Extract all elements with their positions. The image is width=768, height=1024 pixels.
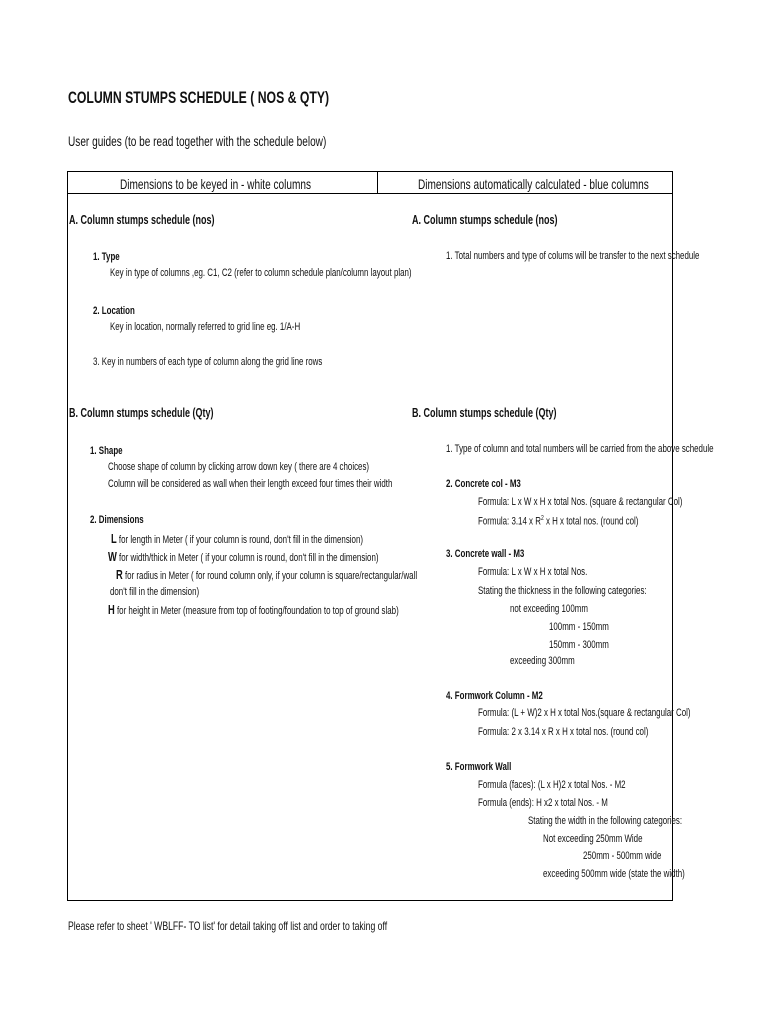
right-column-header: Dimensions automatically calculated - blue columns xyxy=(418,176,649,192)
location-text: Key in location, normally referred to grid line eg. 1/A-H xyxy=(110,321,301,333)
formwork-column-formula-1: Formula: (L + W)2 x H x total Nos.(square & rectangular Col) xyxy=(478,707,691,719)
right-section-a-heading: A. Column stumps schedule (nos) xyxy=(412,213,558,227)
dimension-height-text: H for height in Meter (measure from top of footing/foundation to top of ground slab) xyxy=(108,602,399,617)
header-divider xyxy=(68,193,672,194)
formwork-wall-formula-faces: Formula (faces): (L x H)2 x total Nos. - M2 xyxy=(478,779,626,791)
formwork-wall-categories: Stating the width in the following categories: xyxy=(528,815,683,827)
formwork-column-formula-2: Formula: 2 x 3.14 x R x H x total nos. (round col) xyxy=(478,726,649,738)
left-section-a-heading: A. Column stumps schedule (nos) xyxy=(69,213,215,227)
location-heading: 2. Location xyxy=(93,305,135,317)
type-heading: 1. Type xyxy=(93,251,120,263)
formwork-wall-formula-ends: Formula (ends): H x2 x total Nos. - M xyxy=(478,797,608,809)
wall-category-1: not exceeding 100mm xyxy=(510,603,588,615)
guide-table xyxy=(67,171,714,901)
user-guide-heading: User guides (to be read together with the schedule below) xyxy=(68,133,327,149)
shape-heading: 1. Shape xyxy=(90,445,123,457)
right-section-b-heading: B. Column stumps schedule (Qty) xyxy=(412,406,557,420)
type-text: Key in type of columns ,eg. C1, C2 (refer to column schedule plan/column layout plan) xyxy=(110,267,412,279)
shape-text-1: Choose shape of column by clicking arrow down key ( there are 4 choices) xyxy=(108,461,370,473)
concrete-col-formula-1: Formula: L x W x H x total Nos. (square & rectangular Col) xyxy=(478,496,683,508)
wall-category-2: 100mm - 150mm xyxy=(549,621,609,633)
right-a1-text: 1. Total numbers and type of colums will be transfer to the next schedule xyxy=(446,250,700,262)
width-category-1: Not exceeding 250mm Wide xyxy=(543,833,643,845)
concrete-wall-formula: Formula: L x W x H x total Nos. xyxy=(478,566,588,578)
width-category-3: exceeding 500mm wide (state the width) xyxy=(543,868,685,880)
dimension-width-text: W for width/thick in Meter ( if your column is round, don't fill in the dimension) xyxy=(108,549,379,564)
formwork-wall-heading: 5. Formwork Wall xyxy=(446,761,512,773)
footer-note: Please refer to sheet ' WBLFF- TO list' for detail taking off list and order to taking off xyxy=(68,919,388,933)
dimension-radius-text: R for radius in Meter ( for round column only, if your column is square/rectangular/wall xyxy=(116,567,418,582)
dimension-length-text: L for length in Meter ( if your column is round, don't fill in the dimension) xyxy=(111,531,363,546)
numbers-text: 3. Key in numbers of each type of column along the grid line rows xyxy=(93,356,323,368)
page-title: COLUMN STUMPS SCHEDULE ( NOS & QTY) xyxy=(68,88,330,107)
formwork-column-heading: 4. Formwork Column - M2 xyxy=(446,690,543,702)
dimensions-heading: 2. Dimensions xyxy=(90,514,144,526)
dimension-radius-text-2: don't fill in the dimension) xyxy=(110,586,200,598)
concrete-col-formula-2: Formula: 3.14 x $R^2$ x H x total nos. (round col) xyxy=(478,515,639,528)
wall-category-3: 150mm - 300mm xyxy=(549,639,609,651)
shape-text-2: Column will be considered as wall when their length exceed four times their width xyxy=(108,478,393,490)
concrete-col-heading: 2. Concrete col - M3 xyxy=(446,478,521,490)
wall-category-4: exceeding 300mm xyxy=(510,655,575,667)
left-section-b-heading: B. Column stumps schedule (Qty) xyxy=(69,406,214,420)
right-b1-text: 1. Type of column and total numbers will be carried from the above schedule xyxy=(446,443,714,455)
width-category-2: 250mm - 500mm wide xyxy=(583,850,662,862)
left-column-header: Dimensions to be keyed in - white columns xyxy=(120,176,312,192)
concrete-wall-categories: Stating the thickness in the following categories: xyxy=(478,585,647,597)
concrete-wall-heading: 3. Concrete wall - M3 xyxy=(446,548,525,560)
